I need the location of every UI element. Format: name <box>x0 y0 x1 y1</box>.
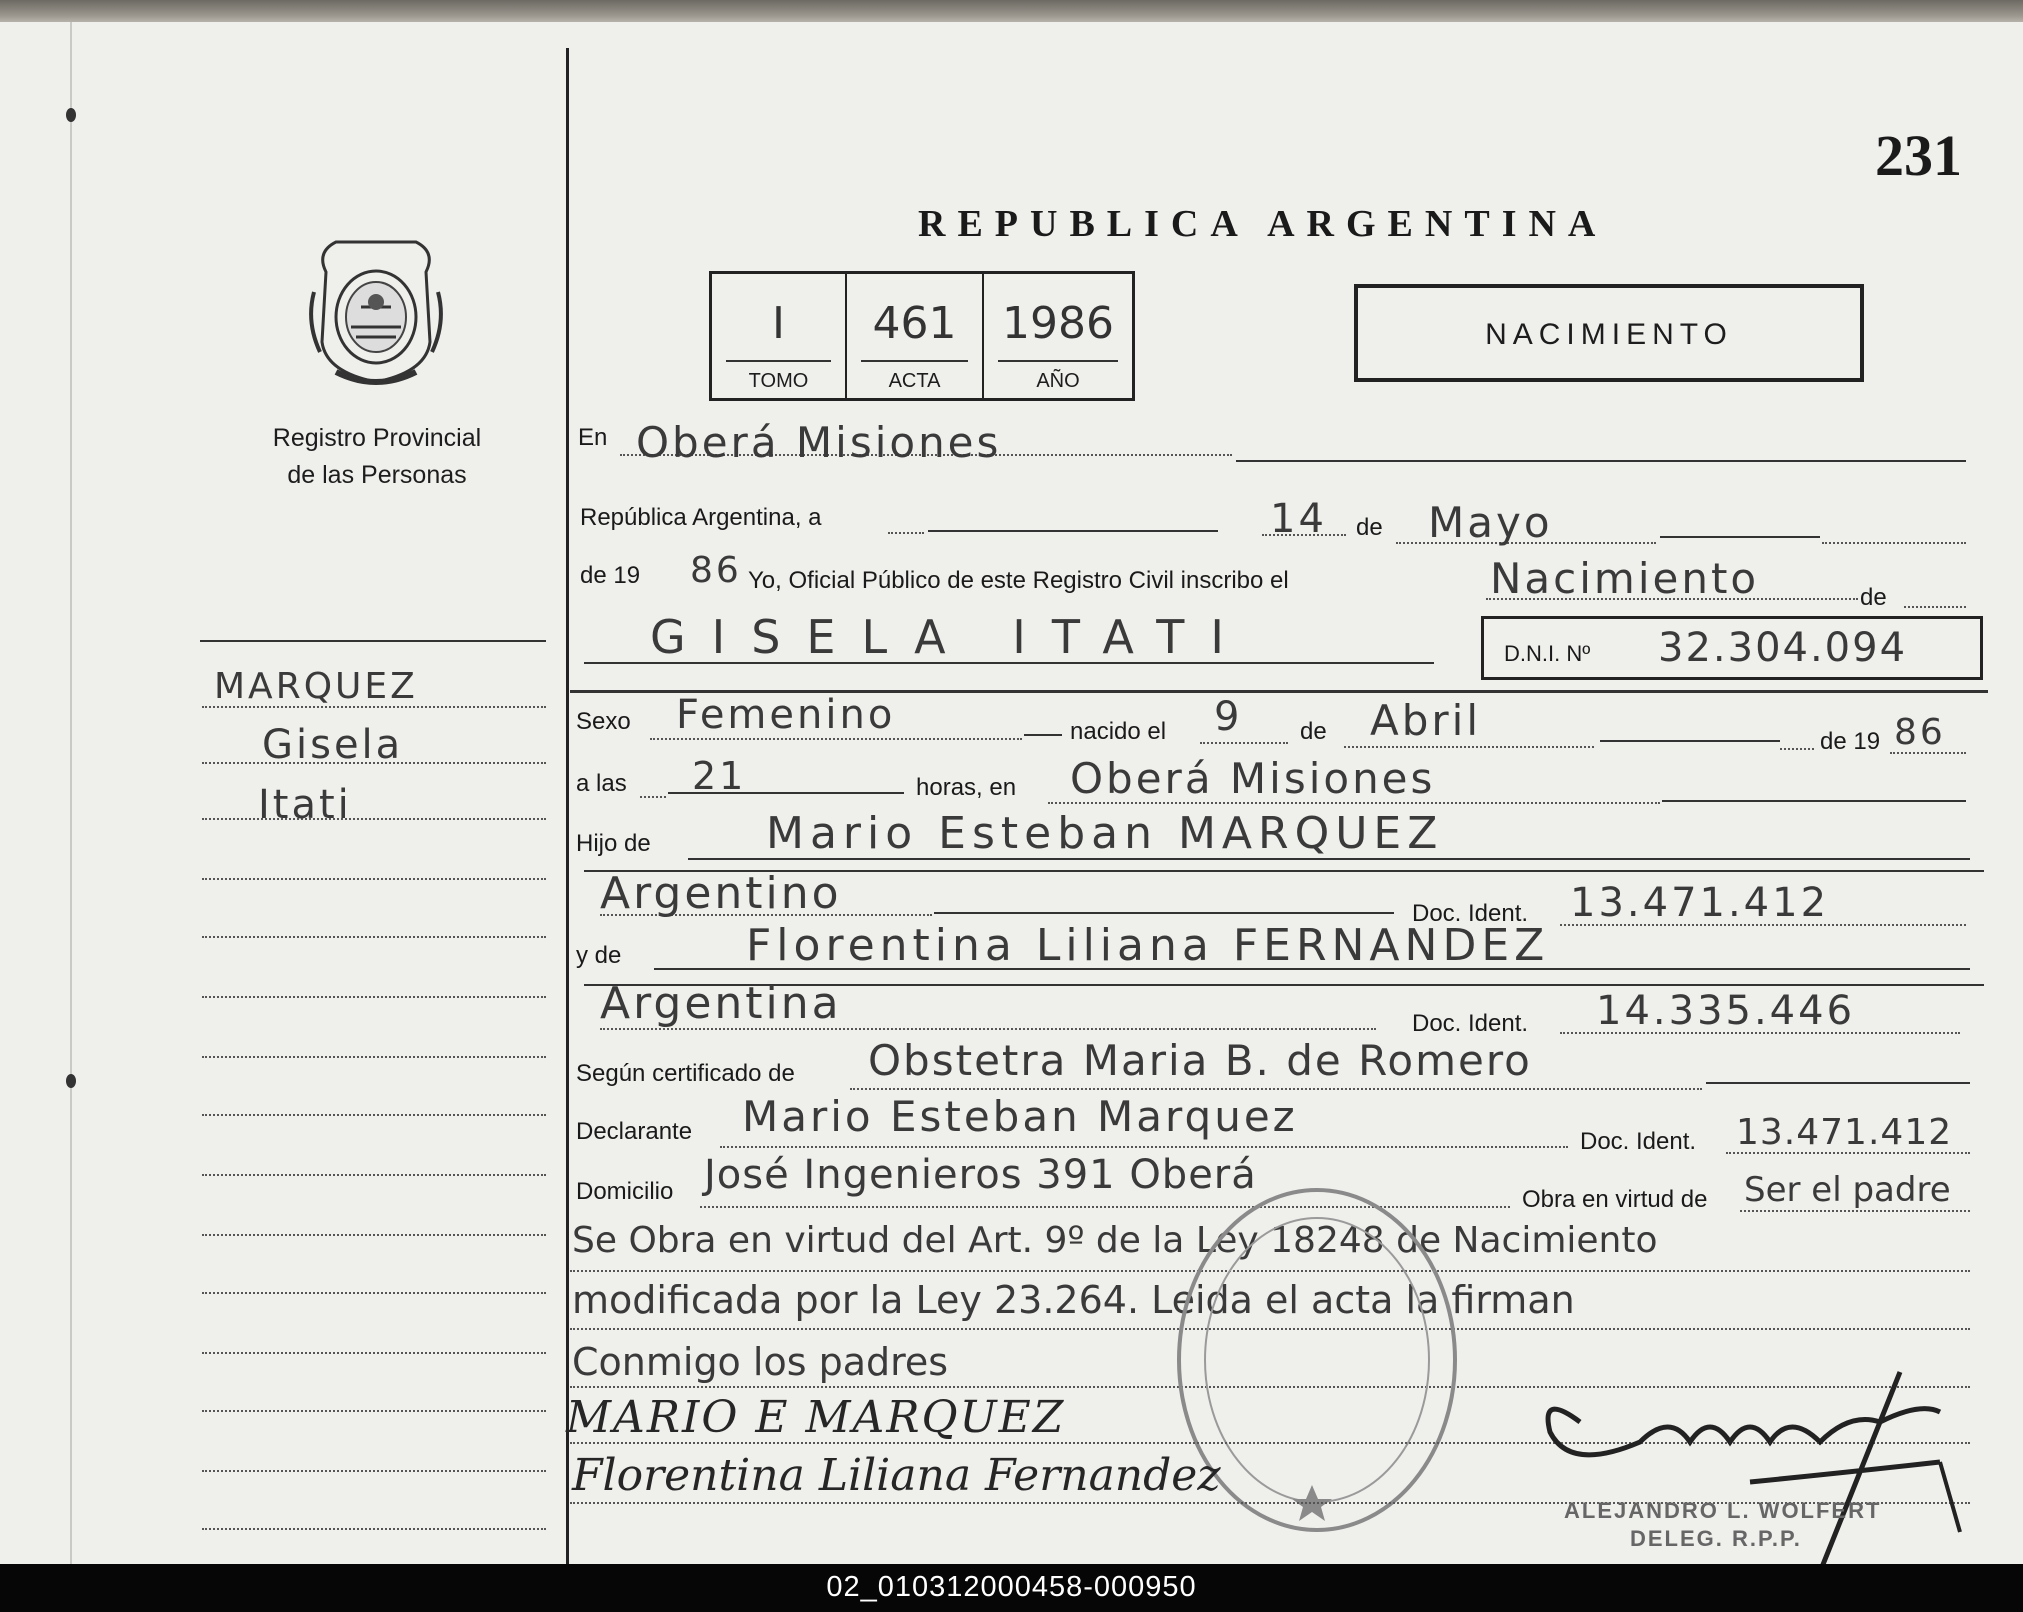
tomo-value: I <box>772 298 785 349</box>
margin-ruled-line <box>202 1234 546 1236</box>
margin-ruled-line <box>202 1410 546 1412</box>
ano-cell <box>984 274 1132 398</box>
province-seal-icon <box>306 232 446 390</box>
mother-nationality: Argentina <box>600 978 842 1029</box>
yde-label: y de <box>576 942 622 969</box>
parent-signature-2: Florentina Liliana Fernandez <box>572 1450 1221 1501</box>
field-line <box>1024 734 1062 736</box>
en-label: En <box>578 424 608 451</box>
acta-value: 461 <box>872 298 957 349</box>
birth-year: 86 <box>1894 712 1946 753</box>
obra-label: Obra en virtud de <box>1522 1186 1708 1213</box>
field-line <box>1344 746 1594 748</box>
year-prefix-label: de 19 <box>580 562 641 589</box>
de-label-2: de <box>1860 584 1887 611</box>
person-name: GISELA ITATI <box>650 610 1250 664</box>
field-line <box>1706 1082 1970 1084</box>
page-gutter-line <box>70 22 72 1564</box>
note-line-2: modificada por la Ley 23.264. Leida el acta la firman <box>572 1278 1575 1322</box>
declarante-value: Mario Esteban Marquez <box>742 1092 1298 1141</box>
margin-ruled-line <box>202 996 546 998</box>
note-line-3: Conmigo los padres <box>572 1340 949 1384</box>
tomo-cell <box>712 274 847 398</box>
hour-value: 21 <box>692 754 747 798</box>
acta-label: ACTA <box>888 370 941 392</box>
parent-signature-1: MARIO E MARQUEZ <box>566 1392 1066 1443</box>
republica-label: República Argentina, a <box>580 504 822 531</box>
month-value: Mayo <box>1428 498 1553 547</box>
margin-ruled-line <box>202 878 546 880</box>
margin-ruled-line <box>202 1470 546 1472</box>
father-doc: 13.471.412 <box>1570 880 1830 926</box>
field-line <box>934 912 1394 914</box>
certificate-page <box>0 22 2023 1564</box>
scan-footer-bar <box>0 1564 2023 1612</box>
field-line <box>1660 536 1820 538</box>
field-line <box>928 530 1218 532</box>
note-line-1: Se Obra en virtud del Art. 9º de la Ley 18248 de Nacimiento <box>572 1220 1658 1261</box>
year-value: 86 <box>690 550 742 591</box>
hijo-label: Hijo de <box>576 830 651 857</box>
margin-ruled-line <box>202 818 546 820</box>
birth-month: Abril <box>1370 696 1481 745</box>
field-line <box>1662 800 1966 802</box>
officer-stamp-line-2: DELEG. R.P.P. <box>1630 1526 1802 1551</box>
field-line <box>720 1146 1568 1148</box>
column-divider <box>566 48 569 1564</box>
ano-value: 1986 <box>1002 298 1114 349</box>
tomo-label: TOMO <box>748 370 809 392</box>
margin-ruled-line <box>202 936 546 938</box>
father-nationality: Argentino <box>600 868 842 919</box>
dni-value: 32.304.094 <box>1658 625 1908 671</box>
field-line <box>640 796 666 798</box>
domicilio-value: José Ingenieros 391 Oberá <box>704 1152 1257 1198</box>
issuer-line-1: Registro Provincial <box>272 424 482 452</box>
margin-ruled-line <box>202 1292 546 1294</box>
mother-name: Florentina Liliana FERNANDEZ <box>746 920 1550 971</box>
mother-doc: 14.335.446 <box>1596 988 1856 1034</box>
page-number: 231 <box>1875 123 1962 188</box>
field-line <box>1600 740 1780 742</box>
certificado-value: Obstetra Maria B. de Romero <box>868 1036 1532 1085</box>
act-type-box <box>1354 284 1864 382</box>
dni-label: D.N.I. Nº <box>1504 641 1591 666</box>
margin-ruled-line <box>202 1174 546 1176</box>
issuer-line-2: de las Personas <box>287 461 467 489</box>
margin-rule <box>200 640 546 642</box>
issuer-block <box>222 420 532 494</box>
father-name: Mario Esteban MARQUEZ <box>766 808 1444 859</box>
field-line <box>1236 460 1966 462</box>
sexo-label: Sexo <box>576 708 631 735</box>
field-line <box>888 532 924 534</box>
margin-ruled-line <box>202 1056 546 1058</box>
inscribe-value: Nacimiento <box>1490 554 1760 603</box>
birth-place: Oberá Misiones <box>1070 754 1436 803</box>
field-line <box>1904 606 1966 608</box>
doc-ident-label-father: Doc. Ident. <box>1412 900 1529 927</box>
acta-cell <box>847 274 984 398</box>
margin-second-name: Itati <box>258 782 352 828</box>
margin-ruled-line <box>202 1114 546 1116</box>
margin-first-name: Gisela <box>262 722 404 768</box>
officer-stamp-line-1: ALEJANDRO L. WOLFERT <box>1564 1498 1882 1523</box>
country-title: REPUBLICA ARGENTINA <box>918 203 1608 245</box>
declarante-label: Declarante <box>576 1118 693 1145</box>
en-value: Oberá Misiones <box>636 418 1002 467</box>
field-line <box>1200 742 1288 744</box>
doc-ident-label-declarante: Doc. Ident. <box>1580 1128 1697 1155</box>
sexo-value: Femenino <box>676 692 896 738</box>
field-line <box>1822 542 1966 544</box>
margin-ruled-line <box>202 1352 546 1354</box>
declarante-doc: 13.471.412 <box>1736 1112 1953 1153</box>
footer-code: 02_010312000458-000950 <box>826 1571 1197 1603</box>
margin-ruled-line <box>202 1528 546 1530</box>
day-value: 14 <box>1270 496 1327 542</box>
ano-label: AÑO <box>1036 370 1080 392</box>
nacido-label: nacido el <box>1070 718 1167 745</box>
margin-surname: MARQUEZ <box>214 666 418 707</box>
alas-label: a las <box>576 770 627 797</box>
dni-box <box>1481 616 1983 680</box>
doc-ident-label-mother: Doc. Ident. <box>1412 1010 1529 1037</box>
birth-day: 9 <box>1214 694 1243 740</box>
de-label-3: de <box>1300 718 1327 745</box>
field-line <box>850 1088 1702 1090</box>
binding-hole-mark <box>66 1074 76 1088</box>
domicilio-label: Domicilio <box>576 1178 674 1205</box>
certificado-label: Según certificado de <box>576 1060 795 1087</box>
binding-hole-mark <box>66 108 76 122</box>
field-line <box>650 738 1022 740</box>
de-label: de <box>1356 514 1383 541</box>
registry-numbers-box <box>709 271 1135 401</box>
de19-label: de 19 <box>1820 728 1881 755</box>
field-line <box>1740 1210 1970 1212</box>
obra-value: Ser el padre <box>1744 1170 1951 1210</box>
field-line <box>1780 748 1814 750</box>
horas-label: horas, en <box>916 774 1017 801</box>
officer-text: Yo, Oficial Público de este Registro Civil inscribo el <box>748 567 1289 594</box>
act-type-label: NACIMIENTO <box>1485 318 1733 351</box>
